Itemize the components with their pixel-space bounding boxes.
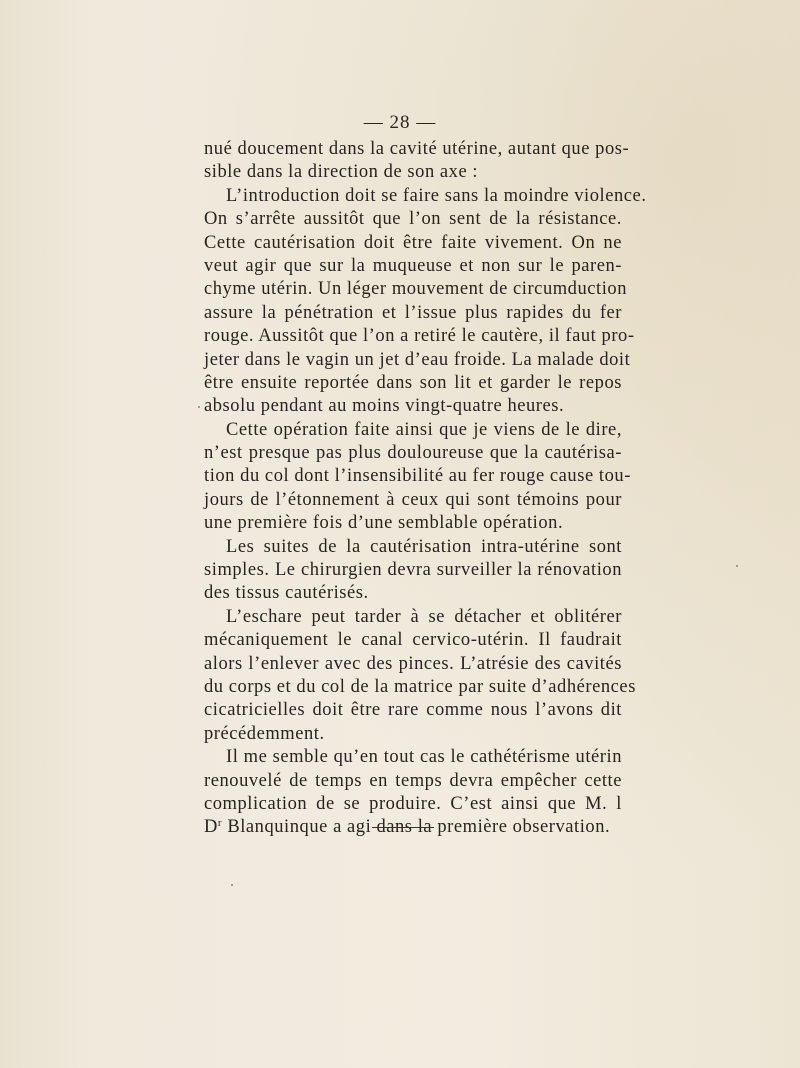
text-line: rouge. Aussitôt que l’on a retiré le cautère, il faut pro- <box>204 326 635 347</box>
text-line: L’introduction doit se faire sans la moindre violence. <box>226 185 647 206</box>
text-line: complication de se produire. C’est ainsi que M. l <box>204 793 622 814</box>
text-line: assure la pénétration et l’issue plus rapides du fer <box>204 302 622 323</box>
text-line: précédemment. <box>204 723 325 744</box>
text-line: mécaniquement le canal cervico-utérin. Il faudrait <box>204 630 622 651</box>
text-line: tion du col dont l’insensibilité au fer rouge cause tou- <box>204 466 631 487</box>
doctor-abbrev-superscript: r <box>217 817 223 830</box>
text-line: simples. Le chirurgien devra surveiller la rénovation <box>204 560 622 581</box>
text-line: être ensuite reportée dans son lit et garder le repos <box>204 372 622 393</box>
text-line: L’eschare peut tarder à se détacher et oblitérer <box>226 606 622 627</box>
text-line: du corps et du col de la matrice par suite d’adhérences <box>204 676 636 697</box>
end-rule <box>372 827 434 828</box>
doctor-abbrev: D <box>204 817 218 838</box>
text-line: chyme utérin. Un léger mouvement de circumduction <box>204 279 628 300</box>
text-line: Cette opération faite ainsi que je viens de le dire, <box>226 419 622 440</box>
text-line: nué doucement dans la cavité utérine, autant que pos- <box>204 139 630 159</box>
text-line: jeter dans le vagin un jet d’eau froide. La malade doit <box>204 349 631 370</box>
paper-speck <box>736 565 738 567</box>
text-line-final <box>204 816 622 839</box>
text-line: veut agir que sur la muqueuse et non sur le paren- <box>204 255 622 276</box>
body-text <box>204 138 647 840</box>
paper-speck <box>231 884 233 886</box>
text-line: absolu pendant au moins vingt-quatre heures. <box>204 396 565 417</box>
text-line: Les suites de la cautérisation intra-utérine sont <box>226 536 622 557</box>
text-line: n’est presque pas plus douloureuse que la cautérisa- <box>204 443 622 464</box>
text-line: renouvelé de temps en temps devra empêcher cette <box>204 770 622 791</box>
text-line: cicatricielles doit être rare comme nous l’avons dit <box>204 700 622 721</box>
text-line: jours de l’étonnement à ceux qui sont témoins pour <box>204 489 622 510</box>
page-number: — 28 — <box>363 112 437 133</box>
text-line: une première fois d’une semblable opération. <box>204 513 564 534</box>
text-line: Il me semble qu’en tout cas le cathétérisme utérin <box>226 747 622 768</box>
text-line: alors l’enlever avec des pinces. L’atrésie des cavités <box>204 653 622 674</box>
text-line: Cette cautérisation doit être faite vivement. On ne <box>204 232 622 253</box>
text-line: sible dans la direction de son axe : <box>204 162 479 183</box>
text-line: On s’arrête aussitôt que l’on sent de la résistance. <box>204 209 622 230</box>
paper-speck <box>198 406 200 408</box>
final-line-text: Blanquinque a agi dans la première observation. <box>222 817 611 838</box>
text-line: des tissus cautérisés. <box>204 583 369 604</box>
